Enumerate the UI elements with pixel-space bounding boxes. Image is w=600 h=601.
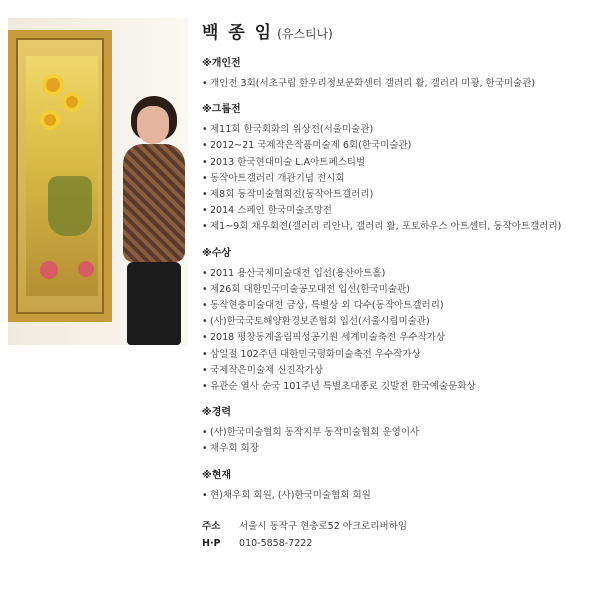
list-item: • 삼일절 102주년 대한민국평화미술축전 우수작가상	[202, 347, 592, 363]
bullet-icon: •	[202, 332, 208, 344]
phone-row	[202, 535, 592, 552]
bullet-icon: •	[202, 427, 208, 439]
solo-exhibition-list	[202, 76, 592, 92]
painting-frame	[8, 30, 112, 322]
address-label: 주소	[202, 520, 221, 532]
list-item: • 2012~21 국제작은작품미술제 6회(한국미술관)	[202, 138, 592, 154]
bullet-icon: •	[202, 443, 208, 455]
artist-photo	[8, 18, 188, 345]
list-item: • 유관순 열사 순국 101주년 특별초대종로 깃발전 한국예술문화상	[202, 379, 592, 395]
artist-name: 백 종 임	[202, 23, 274, 43]
bullet-icon: •	[202, 156, 208, 168]
list-item: • 개인전 3회(서초구립 한우리정보문화센터 갤러리 활, 갤러리 미광, 한국미술관)	[202, 76, 592, 92]
sunflower-painting	[26, 56, 98, 296]
phone-label: H·P	[202, 537, 221, 549]
address-row	[202, 518, 592, 535]
section-current	[202, 466, 592, 504]
artist-baptismal-name: (유스티나)	[277, 27, 333, 41]
list-item: • 제1~9회 채우회전(갤러리 리안나, 갤러리 활, 포토하우스 아트센터, 동작아트갤러리)	[202, 219, 592, 235]
bullet-icon: •	[202, 124, 208, 136]
bullet-icon: •	[202, 172, 208, 184]
list-item: • 2011 용산국제미술대전 입선(용산아트홀)	[202, 266, 592, 282]
list-item: • 국제작은미술제 신진작가상	[202, 363, 592, 379]
bullet-icon: •	[202, 189, 208, 201]
current-list	[202, 488, 592, 504]
black-skirt	[127, 262, 181, 345]
list-item: • (사)한국국토해양환경보존협회 입선(서울시립미술관)	[202, 314, 592, 330]
section-title: ※경력	[202, 407, 232, 419]
fruit-icon	[40, 261, 58, 279]
vase-icon	[48, 176, 92, 236]
section-title: ※수상	[202, 247, 232, 259]
section-title: ※현재	[202, 469, 232, 481]
career-list	[202, 425, 592, 457]
bullet-icon: •	[202, 300, 208, 312]
bullet-icon: •	[202, 267, 208, 279]
patterned-top	[123, 144, 185, 262]
sunflower-icon	[66, 96, 78, 108]
list-item: • 제8회 동작미술협회전(동작아트갤러리)	[202, 187, 592, 203]
sunflower-icon	[46, 78, 60, 92]
profile-content	[202, 18, 592, 552]
awards-list	[202, 266, 592, 396]
bullet-icon: •	[202, 221, 208, 233]
group-exhibition-list	[202, 122, 592, 235]
section-title: ※그룹전	[202, 104, 241, 116]
bullet-icon: •	[202, 140, 208, 152]
bullet-icon: •	[202, 381, 208, 393]
bullet-icon: •	[202, 316, 208, 328]
section-career	[202, 403, 592, 457]
sunflower-icon	[44, 114, 56, 126]
section-group-exhibitions	[202, 100, 592, 235]
bullet-icon: •	[202, 489, 208, 501]
contact-block	[202, 518, 592, 552]
bullet-icon: •	[202, 348, 208, 360]
list-item: • 제26회 대한민국미술공모대전 입선(한국미술관)	[202, 282, 592, 298]
address-value: 서울시 동작구 현충로52 아크로리버하임	[239, 520, 408, 532]
bullet-icon: •	[202, 205, 208, 217]
fruit-icon	[78, 261, 94, 277]
bullet-icon: •	[202, 78, 208, 89]
title-row	[202, 18, 592, 46]
bullet-icon: •	[202, 364, 208, 376]
section-awards	[202, 244, 592, 396]
list-item: • 2018 평창동계올림픽성공기원 세계미술축전 우수작가상	[202, 330, 592, 346]
list-item: • (사)한국미술협회 동작지부 동작미술협회 운영이사	[202, 425, 592, 441]
list-item: • 제11회 한국회화의 위상전(서울미술관)	[202, 122, 592, 138]
list-item: • 2013 한국현대미술 L.A아트페스티벌	[202, 155, 592, 171]
phone-value: 010-5858-7222	[239, 537, 313, 549]
section-title: ※개인전	[202, 58, 241, 69]
list-item: • 동작아트갤러리 개관기념 전시회	[202, 171, 592, 187]
list-item: • 동작현충미술대전 금상, 특별상 외 다수(동작아트갤러리)	[202, 298, 592, 314]
artist-figure	[121, 96, 188, 345]
list-item: • 2014 스페인 한국미술조망전	[202, 203, 592, 219]
list-item: • 현)채우회 회원, (사)한국미술협회 회원	[202, 488, 592, 504]
section-solo-exhibitions	[202, 54, 592, 92]
face-shape	[137, 106, 169, 144]
list-item: • 채우회 회장	[202, 441, 592, 457]
bullet-icon: •	[202, 283, 208, 295]
